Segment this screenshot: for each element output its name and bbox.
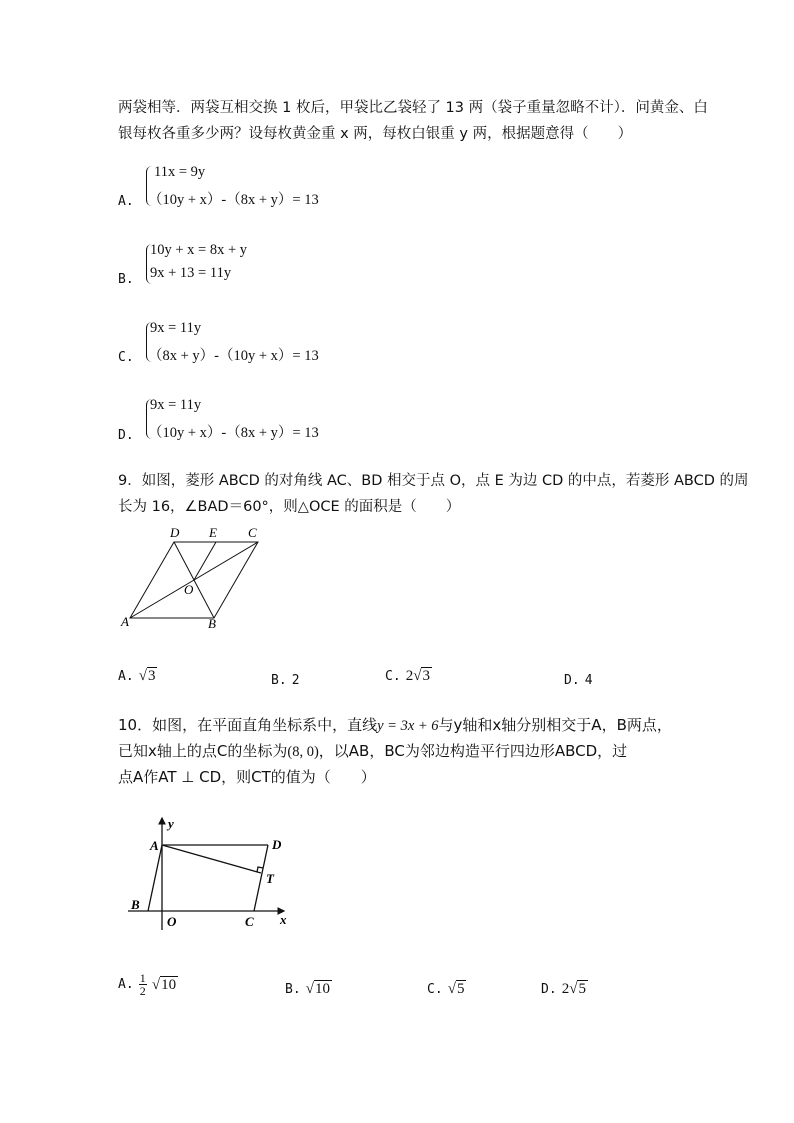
q8-stem-line-1: 两袋相等．两袋互相交换 1 枚后，甲袋比乙袋轻了 13 两（袋子重量忽略不计）．问黄金、白 [118,100,708,116]
label-e: E [209,525,217,540]
q10-option-a[interactable] [118,972,178,997]
q10-stem-line-2: 已知x轴上的点C的坐标为(8, 0)，以AB，BC为邻边构造平行四边形ABCD，过 [118,742,628,760]
label-d: D [170,525,180,540]
sqrt-expression: √10 [305,981,330,997]
option-label: C. [427,982,443,997]
coefficient: 2 [561,981,570,997]
segment-oe [194,542,216,580]
equation-1: 10y + x = 8x + y [150,242,248,258]
coefficient: 2 [405,668,414,684]
label-a: A [150,838,159,853]
point-c-coordinate: (8, 0) [287,744,319,760]
option-label: D. [564,673,580,688]
option-label: C. [385,669,401,684]
q9-stem-line-1: 9．如图，菱形 ABCD 的对角线 AC、BD 相交于点 O，点 E 为边 CD 的中点，若菱形 ABCD 的周 [118,473,749,489]
q9-option-b[interactable] [271,669,300,688]
label-a: A [121,614,129,629]
equation-2: 9x + 13 = 11y [150,265,232,281]
sqrt-expression: √10 [151,976,177,993]
denominator: 2 [139,984,146,998]
sqrt-expression: √3 [138,668,156,684]
q9-option-c[interactable] [385,665,432,685]
q10-stem-line-1: 10．如图，在平面直角坐标系中，直线y = 3x + 6与y轴和x轴分别相交于A，B两点， [118,716,672,734]
sqrt-expression: 2√5 [561,981,586,997]
radicand: 5 [578,981,586,997]
option-label: A. [118,194,134,209]
equation-1: 9x = 11y [150,397,202,413]
radicand: 3 [422,668,430,684]
equation-1: 9x = 11y [150,320,202,336]
q8-stem-line-2: 银每枚各重多少两？设每枚黄金重 x 两，每枚白银重 y 两，根据题意得（ ） [118,126,633,142]
segment-at [162,845,261,873]
q10-option-b[interactable] [285,978,332,998]
radicand: 3 [147,668,156,684]
option-label: C. [118,350,134,365]
label-d: D [272,837,282,852]
option-label: D. [541,982,557,997]
label-y: y [168,816,174,831]
q9-stem-line-2: 长为 16，∠BAD＝60°，则△OCE 的面积是（ ） [118,499,461,515]
numerator: 1 [139,971,146,985]
parallelogram-figure [124,812,294,937]
label-c: C [248,525,257,540]
q9-option-a[interactable] [118,665,157,685]
option-value: 4 [584,673,593,688]
equation-1: 11x = 9y [154,164,206,180]
option-label: B. [285,982,301,997]
sqrt-expression: 2√3 [405,668,430,684]
equation-2: （8x + y）-（10y + x）= 13 [148,348,319,364]
label-b: B [131,897,140,912]
q10-option-d[interactable] [541,978,588,998]
q10-option-c[interactable] [427,978,466,998]
equation-2: （10y + x）-（8x + y）= 13 [148,425,319,441]
equation-2: （10y + x）-（8x + y）= 13 [148,192,319,208]
radicand: 10 [161,976,177,993]
sqrt-expression: √5 [447,981,465,997]
label-o: O [184,582,194,597]
label-b: B [208,616,216,631]
option-label: A. [118,977,134,992]
fraction [139,972,147,997]
option-value: 2 [291,673,300,688]
label-x: x [280,912,287,927]
radicand: 5 [456,981,465,997]
q10-stem-line-3: 点A作AT ⊥ CD，则CT的值为（ ） [118,768,376,786]
label-o: O [167,914,177,929]
option-label: A. [118,669,134,684]
rhombus-figure [118,522,278,632]
line-equation: y = 3x + 6 [377,718,439,734]
side-ab [148,845,162,911]
radicand: 10 [314,981,330,997]
label-c: C [245,914,254,929]
option-label: B. [271,673,287,688]
option-label: D. [118,428,134,443]
option-label: B. [118,272,134,287]
label-t: T [266,871,274,886]
q9-option-d[interactable] [564,669,593,688]
